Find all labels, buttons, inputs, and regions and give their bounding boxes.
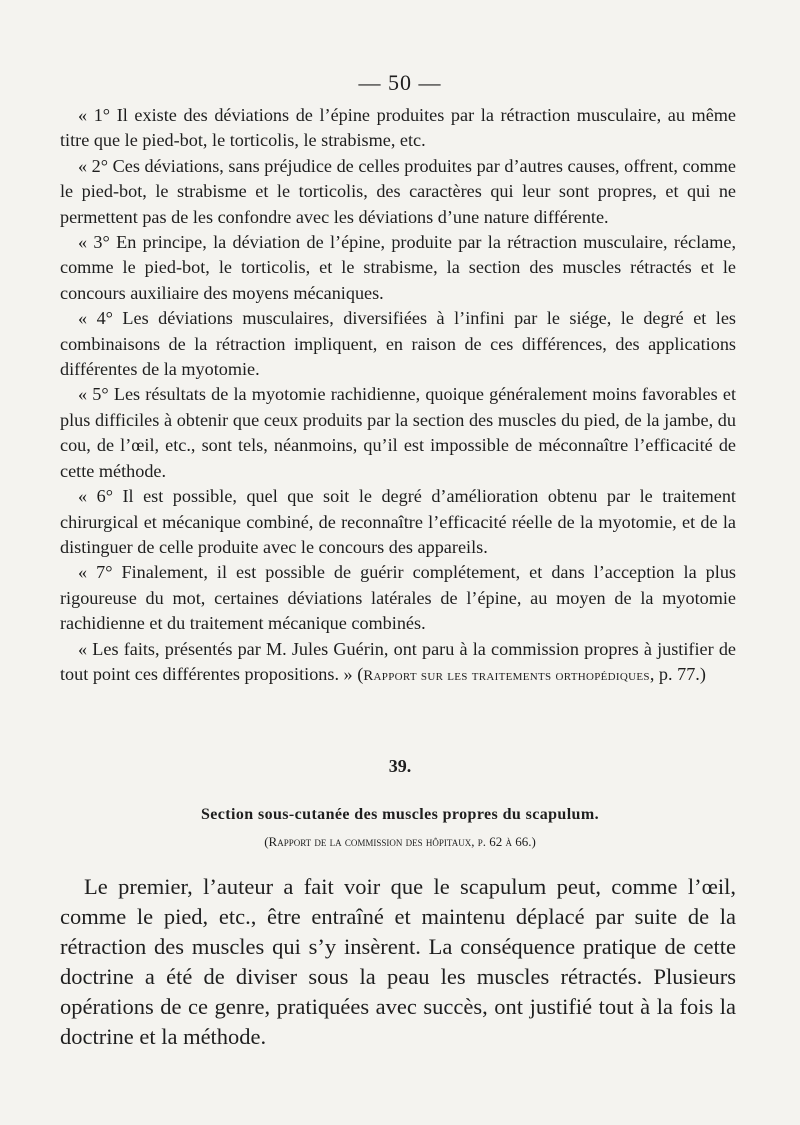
closing-paragraph bbox=[60, 637, 736, 690]
proposition-2: « 2° Ces déviations, sans préjudice de celles produites par d’autres causes, offrent, comme le pied-bot, le strabisme et le torticolis, des caractères qui leur sont propres, et qui ne permettent pas de les confondre avec les déviations d’une nature différente. bbox=[60, 155, 736, 227]
proposition-1: « 1° Il existe des déviations de l’épine produites par la rétraction musculaire, au même titre que le pied-bot, le torticolis, le strabisme, etc. bbox=[60, 105, 736, 151]
proposition-6: « 6° Il est possible, quel que soit le degré d’amélioration obtenu par le traitement chirurgical et mécanique combiné, de reconnaître l’efficacité réelle de la myotomie, et de la distinguer de celle produite avec le concours des appareils. bbox=[60, 486, 736, 557]
proposition-4: « 4° Les déviations musculaires, diversifiées à l’infini par le siége, le degré et les combinaisons de la rétraction impliquent, en raison de ces différences, des applications différentes de la myotomie. bbox=[60, 308, 736, 380]
section-body-text: Le premier, l’auteur a fait voir que le scapulum peut, comme l’œil, comme le pied, etc., être entraîné et maintenu déplacé par suite de la rétraction des muscles qui s’y insèrent. La conséquence pratique de cette doctrine a été de diviser sous la peau les muscles rétractés. Plusieurs opérations de ce genre, pratiquées avec succès, ont justifié tout à la fois la doctrine et la méthode. bbox=[60, 874, 736, 1049]
proposition-3: « 3° En principe, la déviation de l’épine, produite par la rétraction musculaire, réclame, comme le pied-bot, le torticolis, et le strabisme, la section des muscles rétractés et le concours auxiliaire des moyens mécaniques. bbox=[60, 232, 736, 303]
section-body bbox=[60, 872, 736, 1052]
page-number: — 50 — bbox=[358, 70, 442, 95]
proposition-7: « 7° Finalement, il est possible de guérir complétement, et dans l’acception la plus rigoureuse du mot, certaines déviations latérales de l’épine, au moyen de la myotomie rachidienne et du traitement mécanique combinés. bbox=[60, 562, 736, 634]
proposition-5: « 5° Les résultats de la myotomie rachidienne, quoique généralement moins favorables et plus difficiles à obtenir que ceux produits par la section des muscles du pied, de la jambe, du cou, de l’œil, etc., sont tels, néanmoins, qu’il est impossible de méconnaître l’efficacité de cette méthode. bbox=[60, 384, 736, 481]
propositions-list bbox=[60, 103, 736, 689]
closing-text: « Les faits, présentés par M. Jules Guérin, ont paru à la commission propres à justifier de tout point ces différentes propositions. » ( bbox=[60, 638, 736, 684]
section-number: 39. bbox=[388, 756, 412, 776]
section-reference: (Rapport de la commission des hôpitaux, p. 62 à 66.) bbox=[264, 834, 536, 849]
section-title: Section sous-cutanée des muscles propres du scapulum. bbox=[201, 806, 599, 823]
closing-reference-page: , p. 77.) bbox=[649, 663, 706, 684]
closing-reference: Rapport sur les traitements orthopédiques bbox=[363, 667, 650, 684]
